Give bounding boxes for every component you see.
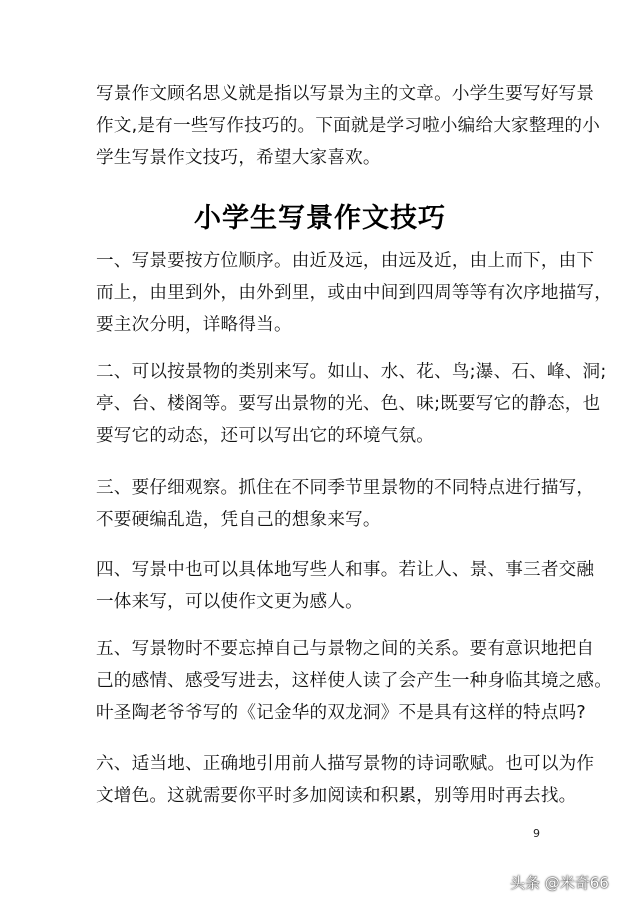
- section-1-line-3: 要主次分明，详略得当。: [96, 315, 292, 335]
- section-5-paragraph: [96, 633, 613, 729]
- section-3-line-2: 不要硬编乱造，凭自己的想象来写。: [96, 510, 381, 530]
- intro-line-2: 作文,是有一些写作技巧的。下面就是学习啦小编给大家整理的小: [96, 116, 601, 136]
- document-title: 小学生写景作文技巧: [194, 203, 446, 234]
- section-5-line-2: 己的感情、感受写进去，这样使人读了会产生一种身临其境之感。: [96, 671, 613, 691]
- section-6-line-2: 文增色。这就需要你平时多加阅读和积累，别等用时再去找。: [96, 786, 577, 806]
- section-1-line-1: 一、写景要按方位顺序。由近及远，由远及近，由上而下，由下: [96, 251, 595, 271]
- section-4-line-2: 一体来写，可以使作文更为感人。: [96, 592, 363, 612]
- section-4-line-1: 四、写景中也可以具体地写些人和事。若让人、景、事三者交融: [96, 560, 595, 580]
- section-5-line-1: 五、写景物时不要忘掉自己与景物之间的关系。要有意识地把自: [96, 639, 595, 659]
- section-2-line-1: 二、可以按景物的类别来写。如山、水、花、鸟;瀑、石、峰、洞;: [96, 362, 607, 382]
- intro-paragraph: [96, 78, 601, 174]
- intro-line-3: 学生写景作文技巧，希望大家喜欢。: [96, 148, 381, 168]
- section-6-paragraph: [96, 748, 595, 812]
- source-watermark: 头条 @米奇66: [510, 874, 609, 892]
- section-1-paragraph: [96, 245, 613, 341]
- section-1-line-2: 而上，由里到外，由外到里，或由中间到四周等等有次序地描写，: [96, 283, 613, 303]
- intro-line-1: 写景作文顾名思义就是指以写景为主的文章。小学生要写好写景: [96, 84, 595, 104]
- section-3-line-1: 三、要仔细观察。抓住在不同季节里景物的不同特点进行描写，: [96, 478, 595, 498]
- section-2-line-3: 要写它的动态，还可以写出它的环境气氛。: [96, 426, 435, 446]
- section-5-line-3: 叶圣陶老爷爷写的《记金华的双龙洞》不是具有这样的特点吗?: [96, 703, 586, 723]
- section-4-paragraph: [96, 554, 595, 618]
- page-number: 9: [533, 827, 540, 840]
- section-2-paragraph: [96, 356, 607, 452]
- section-3-paragraph: [96, 472, 595, 536]
- section-6-line-1: 六、适当地、正确地引用前人描写景物的诗词歌赋。也可以为作: [96, 754, 595, 774]
- section-2-line-2: 亭、台、楼阁等。要写出景物的光、色、味;既要写它的静态，也: [96, 394, 601, 414]
